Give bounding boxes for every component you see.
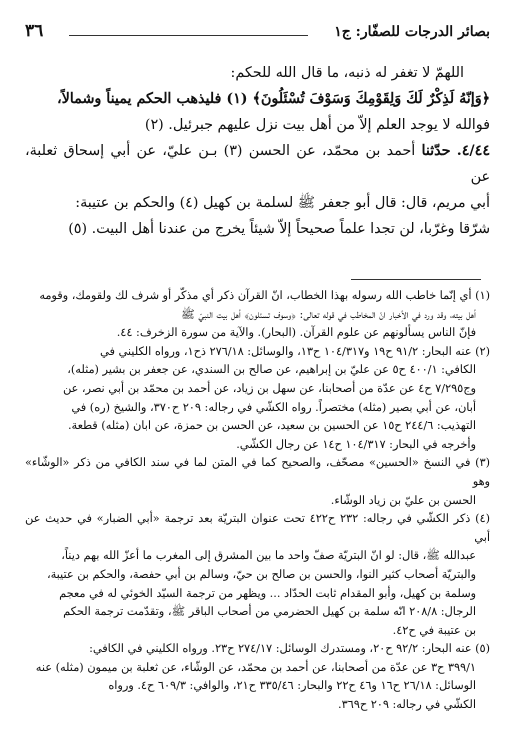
header-rule (69, 35, 308, 36)
footnotes (25, 287, 490, 715)
hadith-lead: حدّثنا (421, 143, 451, 159)
footnote-line: الكافي: ٤٠٠/١ ح٥ عن عليّ بن إبراهيم، عن صالح بن السندي، عن جعفر بن بشير (مثله)، (67, 363, 476, 377)
footnote-line: وج٧/٢٩٥ ح٤ عن عدّة من أصحابنا، عن سهل بن زياد، عن أحمد بن محمّد بن أبي نصر، عن (62, 381, 476, 395)
footnote-2 (25, 343, 490, 455)
footnote-line: وأخرجه في البحار: ١٠٤/٣١٧ ح١٤ عن رجال الكشّي. (236, 437, 476, 451)
page-number: ٣٦ (25, 21, 44, 41)
footnote-line: وسلمة بن كهيل، وأبو المقدام ثابت الحدّاد ... ويظهر من ترجمة السيّد الخوئي له في معجم (59, 586, 476, 600)
footnote-line: الحسن بن عليّ بن زياد الوشّاء. (330, 493, 476, 507)
footnote-line: عبدالله ﷺ، قال: لو انّ البتريّة صفّ واحد ما بين المشرق إلى المغرب ما أعزّ الله بهم ديناً، (61, 549, 476, 563)
footnote-separator (351, 279, 481, 280)
footnote-line: ٣٩٩/١ ح٣ عن عدّة من أصحابنا، عن أحمد بن محمّد، عن الوشّاء، عن ثعلبة بن ميمون (مثله) عنه (35, 660, 476, 674)
footnote-line: (٢) عنه البحار: ٩١/٢ ح١٩ و١٠٤/٣١٧ ح١٣، والوسائل: ٢٧٦/١٨ ذح١، ورواه الكليني في (100, 344, 490, 358)
footnote-line: والبتريّة أصحاب كثير النوا، والحسن بن صالح بن حيّ، وسالم بن أبي حفصة، والحكم بن عتيبة، (46, 567, 476, 581)
footnote-5 (25, 640, 490, 714)
footnote-1 (25, 287, 490, 343)
hadith-line: أحمد بن محمّد، عن الحسن (٣) بـن عليّ، عن أبي إسحاق ثعلبة، عن (25, 143, 490, 185)
footnote-line: الوسائل: ٢٦/١٨ ح١٦ و٤٦ ح٢٢ والبحار: ٣٣٥/٤٦ ح٢١، والوافي: ٦٠٩/٣ ح٤. ورواه (108, 679, 476, 693)
footnote-line: (٥) عنه البحار: ٩٢/٢ ح٢٠، ومستدرك الوسائل: ٢٧٤/١٧ ح٢٣. ورواه الكليني في الكافي: (89, 642, 490, 656)
footnote-line: (٣) في النسخ «الحسين» مصحّف، والصحيح كما في المتن لما في سند الكافي من ذكر «الوشّاء» وهو (25, 456, 490, 488)
hadith-line: أبي مريم، قال: قال أبو جعفر ﷺ لسلمة بن كهيل (٤) والحكم بن عتيبة: (75, 195, 490, 211)
footnote-3 (25, 454, 490, 510)
footnote-line: (٤) ذكر الكشّي في رجاله: ٢٣٢ ح٤٢٢ تحت عنوان البتريّة بعد ترجمة «أبي الضبار» في حديث عن أبي (25, 512, 490, 544)
footnote-line: أبان، عن أبي بصير (مثله) مختصراً. رواه الكشّي في رجاله: ٢٠٩ ح٣٧٠، والشيخ (ره) في (71, 400, 476, 414)
footnote-line: أهل بيته، وقد ورد في الأخبار انّ المخاطب في قوله تعالى: ﴿وسوف تسئلون﴾ أهل بيت النبيّ ﷺ (181, 307, 476, 321)
running-header (25, 22, 490, 44)
main-text (25, 60, 490, 242)
main-line: فوالله لا يوجد العلم إلاّ من أهل بيت نزل عليهم جبرئيل. (٢) (144, 117, 490, 133)
main-line: اللهمّ لا تغفر له ذنبه، ما قال الله للحكم: (230, 65, 464, 81)
footnote-line: الكشّي في رجاله: ٢٠٩ ح٣٦٩. (338, 698, 476, 712)
hadith-number: ٤/٤٤. (456, 143, 490, 159)
running-title: بصائر الدرجات للصفّار: ج١ (334, 24, 490, 40)
footnote-4 (25, 510, 490, 640)
footnote-line: التهذيب: ٢٤٤/٦ ح١٥ عن الحسين بن سعيد، عن الحسن بن حمزة، عن ابان (مثله) قطعة. (67, 419, 476, 433)
footnote-line: فإنّ الناس يسألونهم عن علوم القرآن. (البحار). والآية من سورة الزخرف: ٤٤. (116, 326, 476, 340)
hadith-line: شرّقا وغرّبا، لن تجدا علماً صحيحاً إلاّ شيئاً يخرج من عندنا أهل البيت. (٥) (68, 221, 490, 237)
hadith-first-line (25, 138, 490, 190)
footnote-line: (١) أي إنّما خاطب الله رسوله بهذا الخطاب، انّ القرآن ذكر أي مذكّر أو شرف لك ولقومك، وقومه (39, 289, 490, 302)
footnote-line: الرجال: ٢٠٨/٨ انّه سلمة بن كهيل الحضرمي من أصحاب الباقر ﷺ، وتقدّمت ترجمة الحكم (63, 605, 476, 619)
footnote-line: بن عتيبة في ح٤٢. (392, 623, 476, 637)
quran-verse-line: ﴿وَإنّهُ لَذِكْرٌ لَكَ وَلِقَوْمِكَ وَسَوْفَ تُسْئَلُونَ﴾ (١) فليذهب الحكم يميناً وشمالاً، (56, 91, 490, 107)
